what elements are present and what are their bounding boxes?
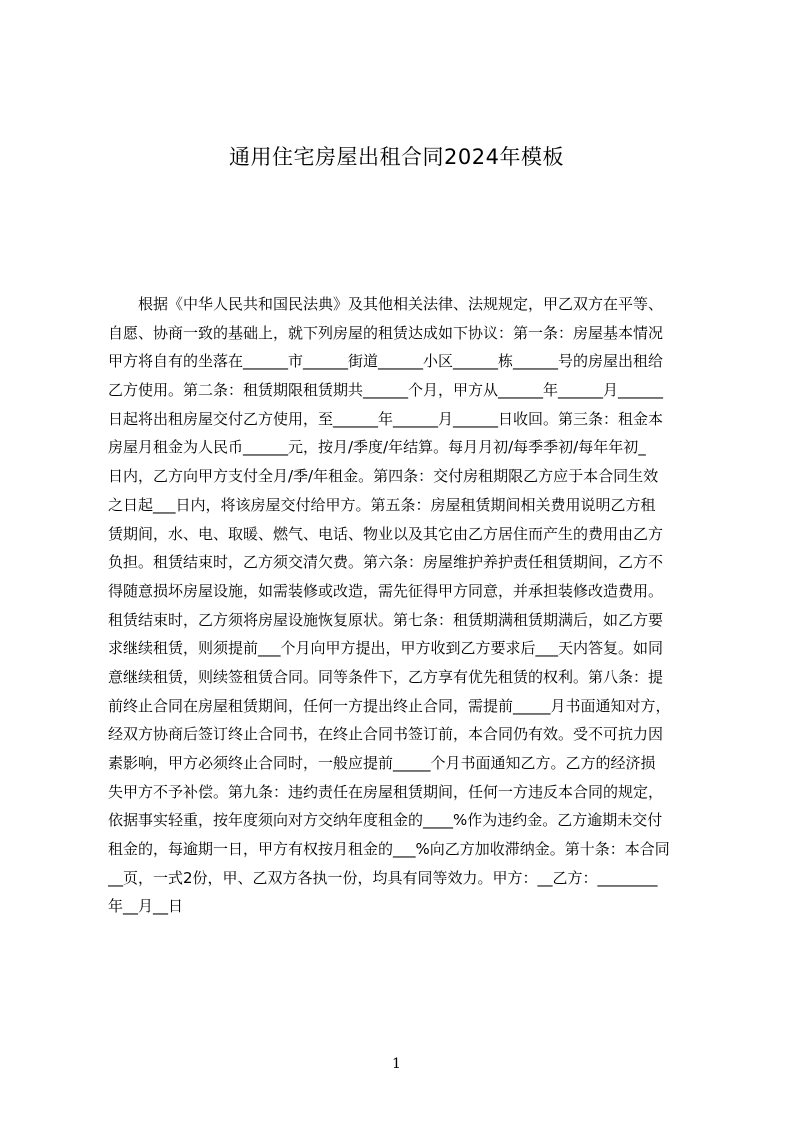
body-line: 得随意损坏房屋设施，如需装修或改造，需先征得甲方同意，并承担装修改造费用。 — [108, 581, 664, 600]
body-line: 依据事实轻重，按年度须向对方交纳年度租金的____%作为违约金。乙方逾期未交付 — [108, 811, 663, 830]
body-line: 赁期间，水、电、取暖、燃气、电话、物业以及其它由乙方居住而产生的费用由乙方 — [108, 524, 664, 543]
page-number: 1 — [392, 1056, 401, 1072]
body-line: 求继续租赁，则须提前___个月向甲方提出，甲方收到乙方要求后___天内答复。如同 — [108, 639, 664, 658]
body-line: 前终止合同在房屋租赁期间，任何一方提出终止合同，需提前_____月书面通知对方， — [108, 696, 671, 715]
body-line: 年__月__日 — [108, 897, 184, 916]
body-line: 房屋月租金为人民币______元，按月/季度/年结算。每月月初/每季季初/每年年初_ — [108, 438, 646, 457]
body-line: 失甲方不予补偿。第九条：违约责任在房屋租赁期间，任何一方违反本合同的规定， — [108, 782, 664, 801]
body-line: 负担。租赁结束时，乙方须交清欠费。第六条：房屋维护养护责任租赁期间，乙方不 — [108, 553, 664, 572]
document-title: 通用住宅房屋出租合同2024年模板 — [229, 145, 564, 169]
body-line: 自愿、协商一致的基础上，就下列房屋的租赁达成如下协议：第一条：房屋基本情况 — [108, 323, 664, 342]
body-line: 根据《中华人民共和国民法典》及其他相关法律、法规规定，甲乙双方在平等、 — [108, 295, 664, 313]
body-line: __页，一式2份，甲、乙双方各执一份，均具有同等效力。甲方：__乙方：________ — [108, 868, 658, 887]
body-line: 租赁结束时，乙方须将房屋设施恢复原状。第七条：租赁期满租赁期满后，如乙方要 — [108, 610, 664, 629]
contract-body — [108, 290, 698, 921]
body-line: 意继续租赁，则续签租赁合同。同等条件下，乙方享有优先租赁的权利。第八条：提 — [108, 667, 664, 686]
body-line: 素影响，甲方必须终止合同时，一般应提前_____个月书面通知乙方。乙方的经济损 — [108, 754, 656, 772]
body-line: 经双方协商后签订终止合同书，在终止合同书签订前，本合同仍有效。受不可抗力因 — [108, 725, 664, 744]
body-line: 日内，乙方向甲方支付全月/季/年租金。第四条：交付房租期限乙方应于本合同生效 — [108, 467, 659, 486]
body-line: 日起将出租房屋交付乙方使用，至______年______月______日收回。第三条：租金本 — [108, 409, 664, 428]
body-line: 租金的，每逾期一日，甲方有权按月租金的___%向乙方加收滞纳金。第十条：本合同 — [108, 840, 670, 859]
body-line: 之日起___日内，将该房屋交付给甲方。第五条：房屋租赁期间相关费用说明乙方租 — [108, 495, 656, 514]
body-line: 乙方使用。第二条：租赁期限租赁期共______个月，甲方从______年______月______ — [108, 381, 664, 400]
body-line: 甲方将自有的坐落在______市______街道______小区______栋______号的房屋出租给 — [108, 352, 664, 371]
